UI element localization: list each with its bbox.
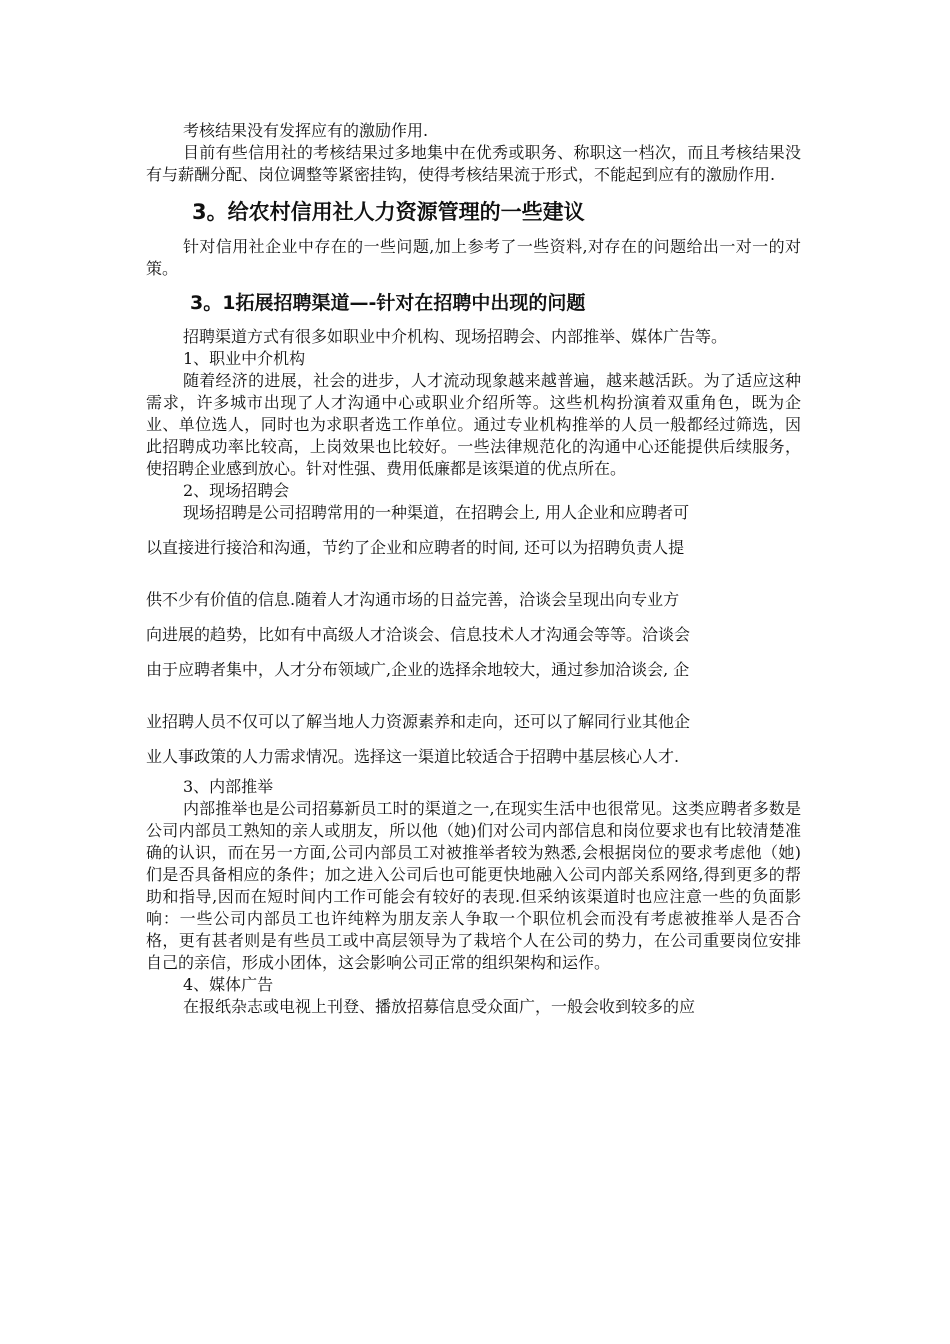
subheading-internal-referral: 3、内部推举 [183,777,274,796]
paragraph-media-advertising: 在报纸杂志或电视上刊登、播放招募信息受众面广，一般会收到较多的应 [183,997,696,1016]
section-heading-3-1: 3。1拓展招聘渠道—-针对在招聘中出现的问题 [190,292,586,314]
job-fair-line: 以直接进行接洽和沟通，节约了企业和应聘者的时间, 还可以为招聘负责人提 [146,538,685,557]
section-heading-3: 3。给农村信用社人力资源管理的一些建议 [192,200,585,224]
paragraph-assessment-result: 考核结果没有发挥应有的激励作用. [183,121,429,140]
paragraph-section-intro: 针对信用社企业中存在的一些问题,加上参考了一些资料,对存在的问题给出一对一的对策。 [146,237,801,278]
subheading-job-fair: 2、现场招聘会 [183,481,290,500]
job-fair-line: 业人事政策的人力需求情况。选择这一渠道比较适合于招聘中基层核心人才. [146,747,680,766]
job-fair-line: 由于应聘者集中，人才分布领域广,企业的选择余地较大，通过参加洽谈会, 企 [146,660,690,679]
job-fair-line: 供不少有价值的信息.随着人才沟通市场的日益完善，洽谈会呈现出向专业方 [146,590,680,609]
subheading-employment-agency: 1、职业中介机构 [183,349,306,368]
job-fair-line: 向进展的趋势，比如有中高级人才洽谈会、信息技术人才沟通会等等。洽谈会 [146,625,691,644]
subheading-media-advertising: 4、媒体广告 [183,975,274,994]
job-fair-line: 现场招聘是公司招聘常用的一种渠道，在招聘会上, 用人企业和应聘者可 [183,503,690,522]
paragraph-assessment-detail: 目前有些信用社的考核结果过多地集中在优秀或职务、称职这一档次，而且考核结果没有与薪酬分配、岗位调整等紧密挂钩，使得考核结果流于形式，不能起到应有的激励作用. [146,143,801,184]
document-page [146,120,801,1018]
job-fair-line: 业招聘人员不仅可以了解当地人力资源素养和走向，还可以了解同行业其他企 [146,712,691,731]
paragraph-job-fair [146,502,801,768]
paragraph-recruitment-channels: 招聘渠道方式有很多如职业中介机构、现场招聘会、内部推举、媒体广告等。 [183,327,728,346]
paragraph-employment-agency: 随着经济的进展，社会的进步，人才流动现象越来越普遍，越来越活跃。为了适应这种需求，许多城市出现了人才沟通中心或职业介绍所等。这些机构扮演着双重角色，既为企业、单位选人，同时也为求职者选工作单位。通过专业机构推举的人员一般都经过筛选，因此招聘成功率比较高，上岗效果也比较好。一些法律规范化的沟通中心还能提供后续服务，使招聘企业感到放心。针对性强、费用低廉都是该渠道的优点所在。 [146,371,801,478]
paragraph-internal-referral: 内部推举也是公司招募新员工时的渠道之一,在现实生活中也很常见。这类应聘者多数是公司内部员工熟知的亲人或朋友，所以他（她)们对公司内部信息和岗位要求也有比较清楚准确的认识，而在另一方面,公司内部员工对被推举者较为熟悉,会根据岗位的要求考虑他（她)们是否具备相应的条件；加之进入公司后也可能更快地融入公司内部关系网络,得到更多的帮助和指导,因而在短时间内工作可能会有较好的表现.但采纳该渠道时也应注意一些的负面影响：一些公司内部员工也许纯粹为朋友亲人争取一个职位机会而没有考虑被推举人是否合格，更有甚者则是有些员工或中高层领导为了栽培个人在公司的势力，在公司重要岗位安排自己的亲信，形成小团体，这会影响公司正常的组织架构和运作。 [146,799,801,972]
